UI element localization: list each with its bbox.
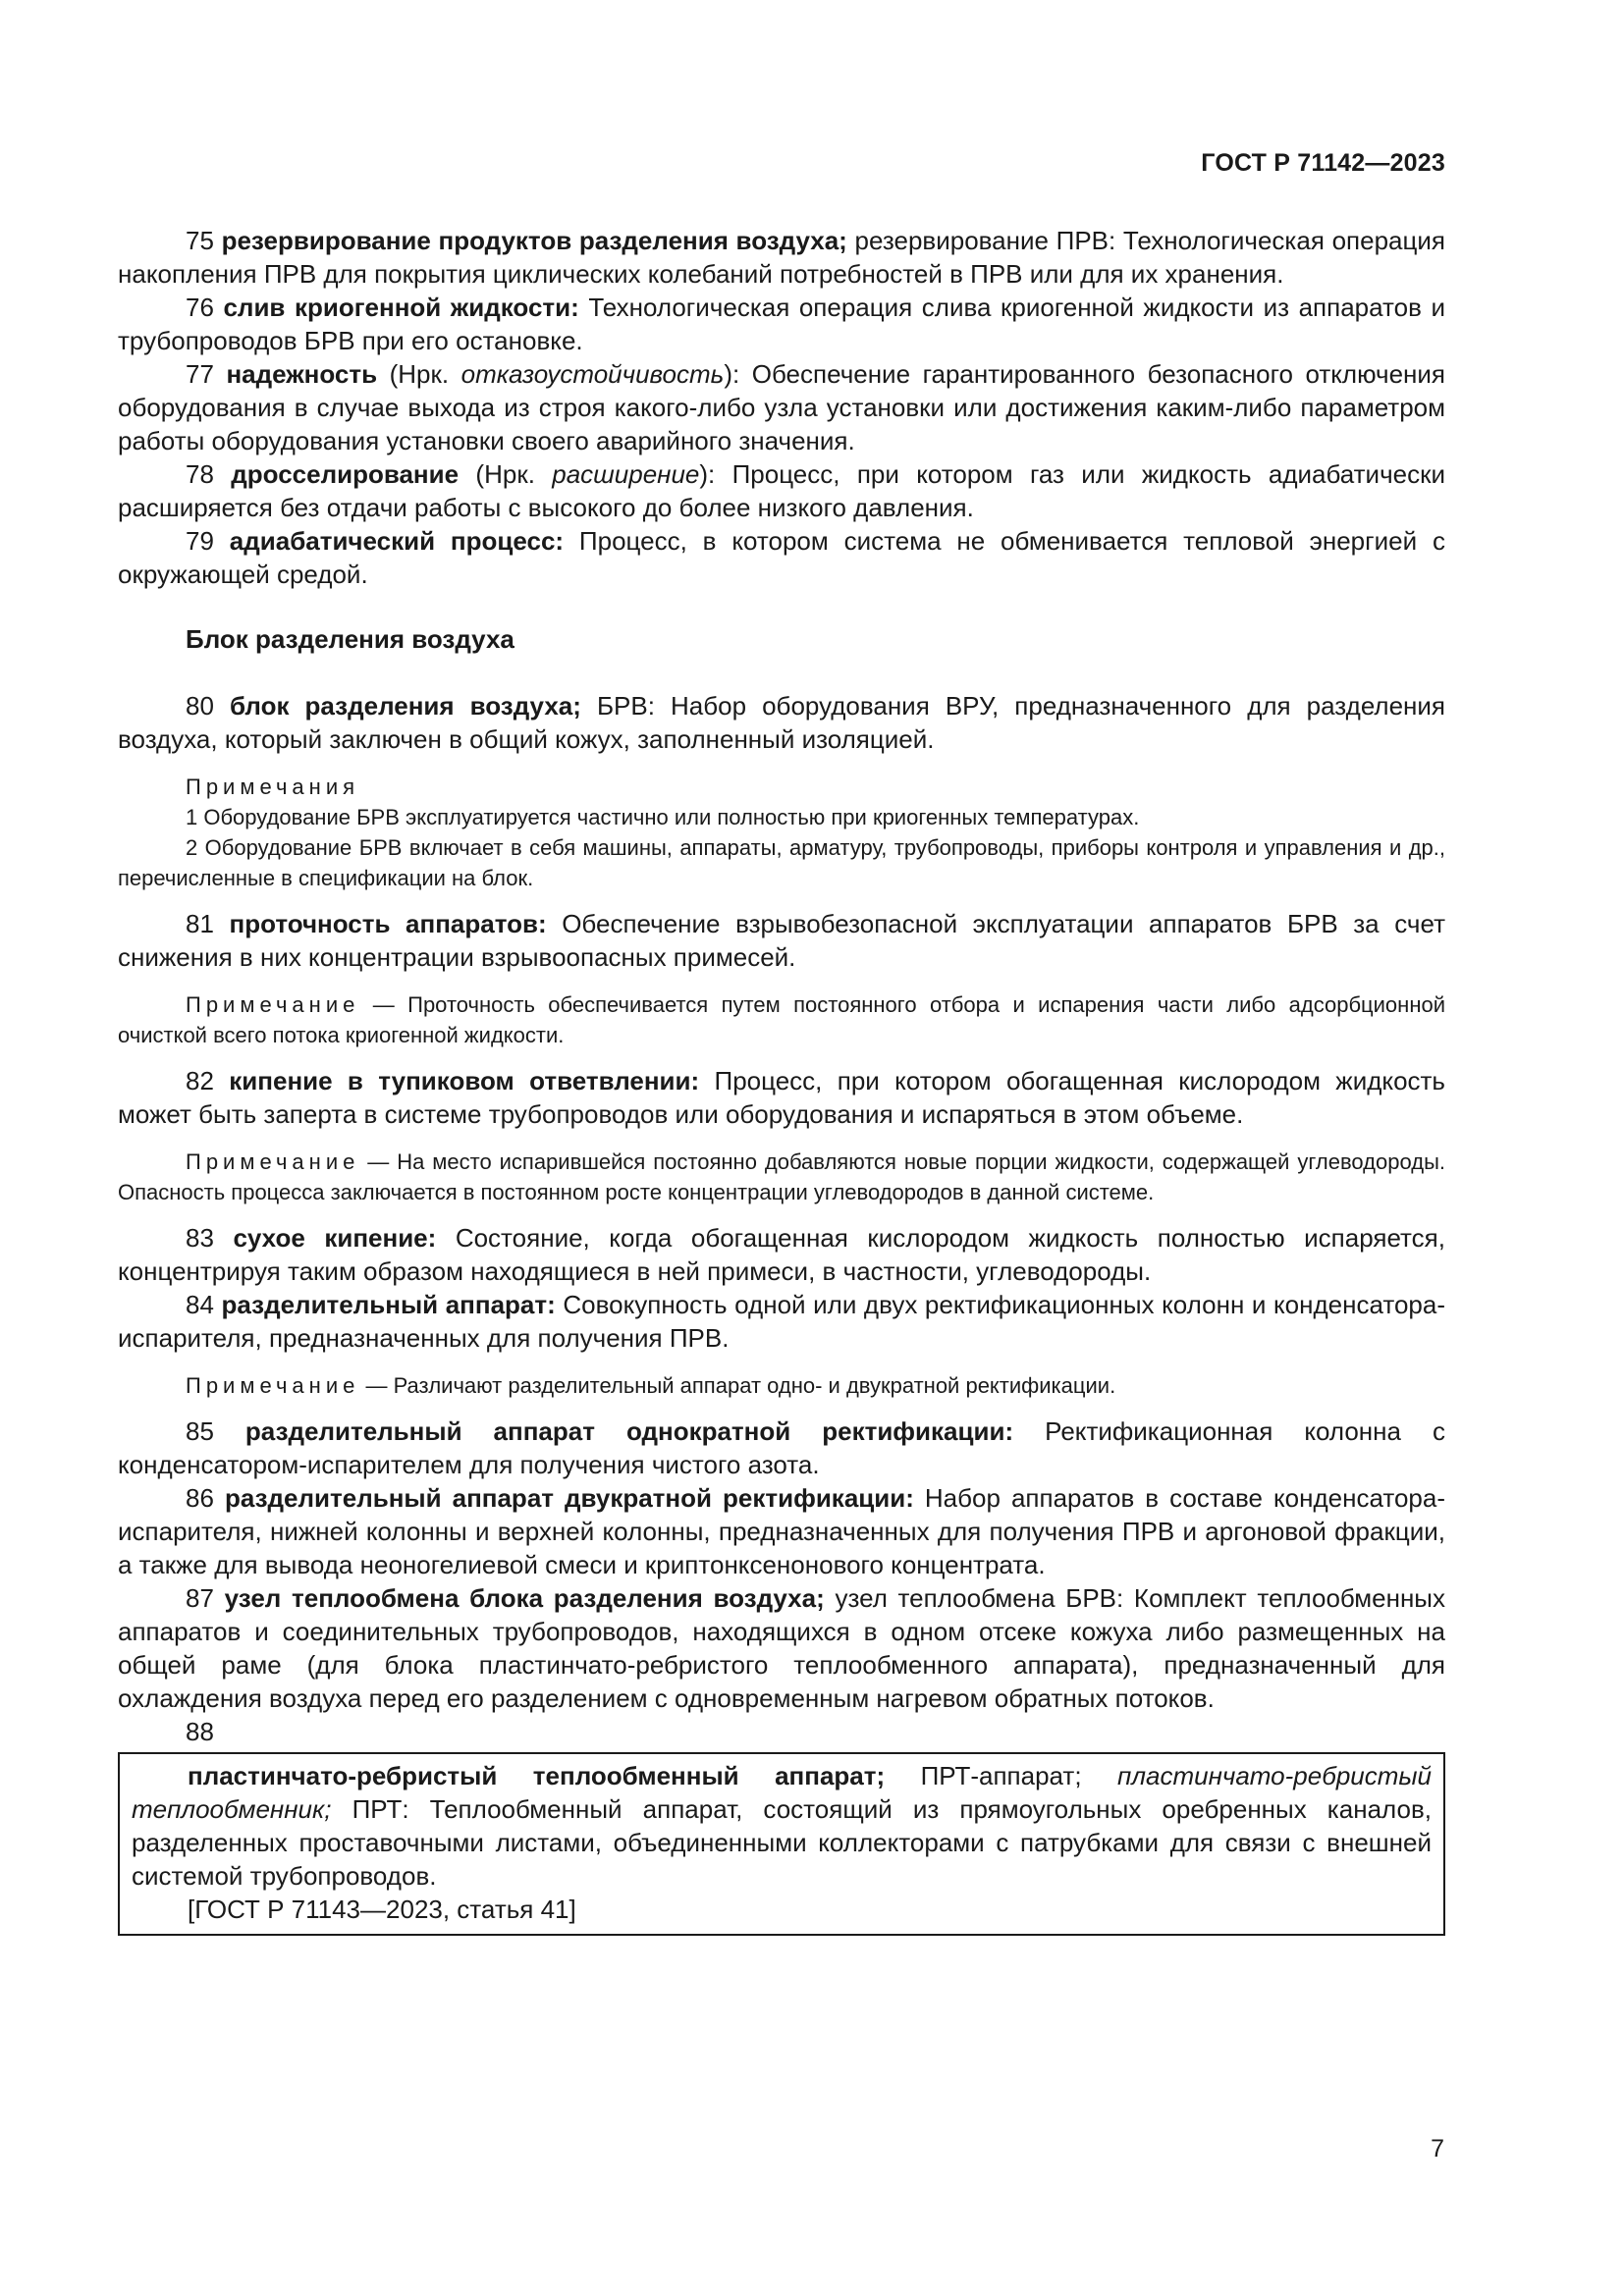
term-entry-85: 85 разделительный аппарат однократной ректификации: Ректификационная колонна с конденсатором-испарителем для получения чистого азота. — [118, 1416, 1445, 1479]
document-body — [118, 224, 1445, 1936]
term-entry-87: 87 узел теплообмена блока разделения воздуха; узел теплообмена БРВ: Комплект теплообменных аппаратов и соединительных трубопроводов, находящихся в одном отсеке кожуха либо размещенных на общей раме (для блока пластинчато-ребристого теплообменного аппарата), предназначенный для охлаждения воздуха перед его разделением с одновременным нагревом обратных потоков. — [118, 1583, 1445, 1713]
note-82: Примечание — На место испарившейся постоянно добавляются новые порции жидкости, содержащей углеводороды. Опасность процесса заключается в постоянном росте концентрации углеводородов в данной системе. — [118, 1149, 1445, 1204]
term-entry-83: 83 сухое кипение: Состояние, когда обогащенная кислородом жидкость полностью испаряется, концентрируя таким образом находящиеся в ней примеси, в частности, углеводороды. — [118, 1223, 1445, 1286]
note-label: Примечание — [186, 1149, 360, 1174]
note-84: Примечание — Различают разделительный аппарат одно- и двукратной ректификации. — [186, 1373, 1116, 1398]
term-entry-78: 78 дросселирование (Нрк. расширение): Процесс, при котором газ или жидкость адиабатически расширяется без отдачи работы с высокого до более низкого давления. — [118, 459, 1445, 522]
term-entry-84: 84 разделительный аппарат: Совокупность одной или двух ректификационных колонн и конденсатора-испарителя, предназначенных для получения ПРВ. — [118, 1290, 1445, 1353]
section-heading: Блок разделения воздуха — [186, 624, 514, 654]
boxed-definition: пластинчато-ребристый теплообменный аппарат; ПРТ-аппарат; пластинчато-ребристый теплообменник; ПРТ: Теплообменный аппарат, состоящий из прямоугольных оребренных каналов, разделенных проставочными листами, объединенными коллекторами с патрубками для связи с внешней системой трубопроводов. — [132, 1761, 1432, 1891]
boxed-term-entry-88 — [118, 1752, 1445, 1936]
term-number-88: 88 — [186, 1717, 214, 1746]
note-81: Примечание — Проточность обеспечивается путем постоянного отбора и испарения части либо адсорбционной очисткой всего потока криогенной жидкости. — [118, 992, 1445, 1047]
term-entry-81: 81 проточность аппаратов: Обеспечение взрывобезопасной эксплуатации аппаратов БРВ за счет снижения в них концентрации взрывоопасных примесей. — [118, 909, 1445, 972]
notes-80 — [118, 772, 1445, 893]
term-entry-75: 75 резервирование продуктов разделения воздуха; резервирование ПРВ: Технологическая операция накопления ПРВ для покрытия циклических колебаний потребностей в ПРВ или для их хранения. — [118, 226, 1445, 289]
term-entry-77: 77 надежность (Нрк. отказоустойчивость): Обеспечение гарантированного безопасного отключения оборудования в случае выхода из строя какого-либо узла установки или достижения каким-либо параметром работы оборудования установки своего аварийного значения. — [118, 359, 1445, 455]
notes-label: Примечания — [186, 774, 360, 799]
note-item: 1 Оборудование БРВ эксплуатируется частично или полностью при криогенных температурах. — [186, 805, 1140, 829]
citation: [ГОСТ Р 71143—2023, статья 41] — [188, 1895, 576, 1924]
document-code-header: ГОСТ Р 71142—2023 — [1201, 149, 1445, 177]
note-label: Примечание — [186, 992, 360, 1017]
note-label: Примечание — [186, 1373, 360, 1398]
term-entry-80: 80 блок разделения воздуха; БРВ: Набор оборудования ВРУ, предназначенного для разделения воздуха, который заключен в общий кожух, заполненный изоляцией. — [118, 691, 1446, 754]
page-number: 7 — [1431, 2135, 1444, 2163]
term-entry-76: 76 слив криогенной жидкости: Технологическая операция слива криогенной жидкости из аппаратов и трубопроводов БРВ при его остановке. — [118, 293, 1445, 355]
term-entry-79: 79 адиабатический процесс: Процесс, в котором система не обменивается тепловой энергией с окружающей средой. — [118, 526, 1445, 589]
term-entry-82: 82 кипение в тупиковом ответвлении: Процесс, при котором обогащенная кислородом жидкость может быть заперта в системе трубопроводов или оборудования и испаряться в этом объеме. — [118, 1066, 1445, 1129]
term-entry-86: 86 разделительный аппарат двукратной ректификации: Набор аппаратов в составе конденсатора-испарителя, нижней колонны и верхней колонны, предназначенных для получения ПРВ и аргоновой фракции, а также для вывода неоногелиевой смеси и криптонксенонового концентрата. — [118, 1483, 1445, 1579]
note-item: 2 Оборудование БРВ включает в себя машины, аппараты, арматуру, трубопроводы, приборы контроля и управления и др., перечисленные в спецификации на блок. — [118, 835, 1445, 890]
